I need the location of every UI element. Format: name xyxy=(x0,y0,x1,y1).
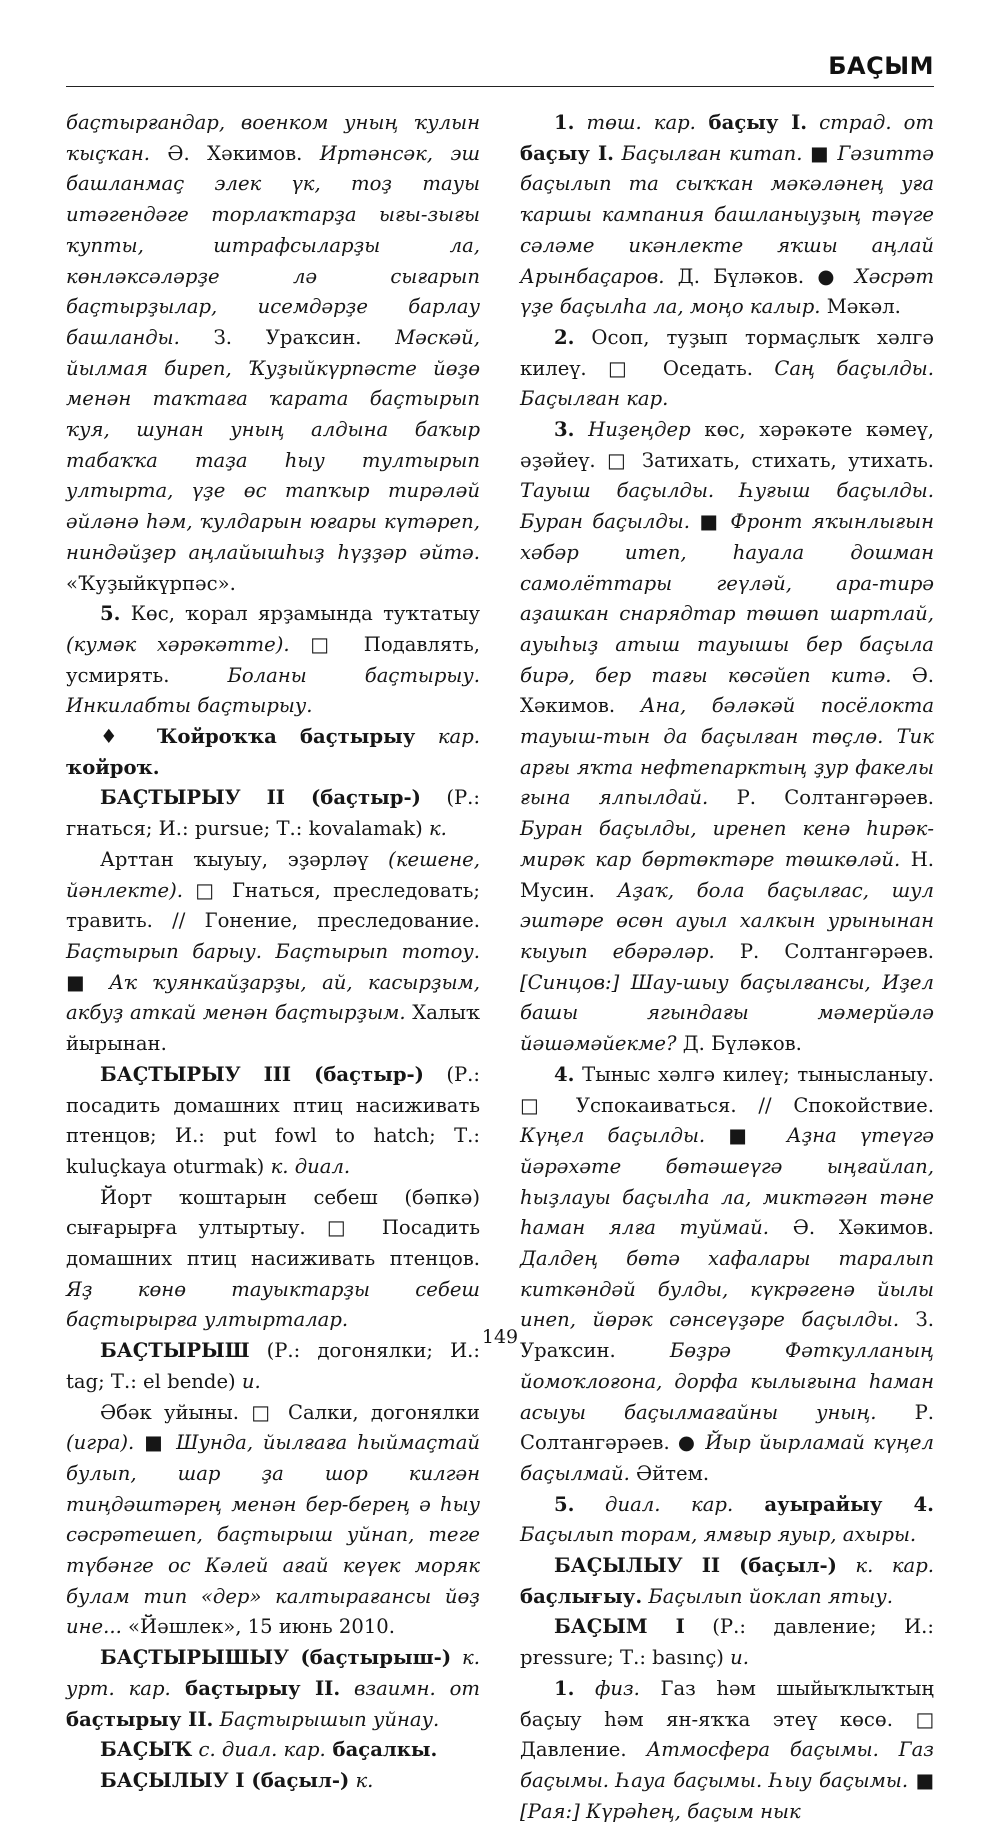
dictionary-paragraph xyxy=(520,415,934,1060)
headword-text: 1. xyxy=(554,1676,575,1700)
italic-text: баҫтырғандар, военком уның ҡулын ҡыҫҡан. xyxy=(66,111,480,165)
plain-text: Мәкәл. xyxy=(820,295,901,319)
plain-text: □ Гнаться, преследовать; травить. // Гонение, преследование. xyxy=(66,878,480,933)
page-header xyxy=(66,50,934,87)
italic-text: Иртәнсәк, эш башланмаҫ элек үк, тоҙ тауы итәгендәге торлаҡтарҙа ығы-зығы ҡупты, штрафсыларҙы ла, көнләксәләрҙе лә сығарып баҫтырҙылар, исемдәрҙе барлау башланды. xyxy=(66,141,480,349)
dictionary-paragraph xyxy=(66,108,480,599)
headword-text: БАҪТЫРЫШ xyxy=(100,1339,250,1363)
plain-text: ■ xyxy=(689,510,731,534)
plain-text: ■ xyxy=(66,970,110,994)
plain-text: Р. Солтангәрәев. xyxy=(708,786,934,810)
headword-text: баҫтырыу II. xyxy=(66,1707,214,1731)
plain-text: көс, хәрәкәте кәмеү, әҙәйеү. □ Затихать, стихать, утихать. xyxy=(520,418,935,472)
headword-text: БАҪТЫРЫУ II (баҫтыр-) xyxy=(100,786,421,810)
plain-text: ■ xyxy=(134,1431,177,1455)
italic-text: (кумәк хәрәкәтте). xyxy=(66,632,290,656)
italic-text: с. диал. кар. xyxy=(192,1738,326,1762)
headword-text: 3. xyxy=(554,418,575,442)
italic-text: Шунда, йылғаға һыймаҫтай булып, шар ҙа шор килгән тиңдәштәрең менән бер-берең ә һыу сәсрәтешеп, баҫтырыш уйнап, теге түбәнге ос Кәлей ағай кеүек моряк булам тип «дер» калтырағансы йөҙ ине... xyxy=(66,1431,480,1639)
plain-text: Көс, ҡорал ярҙамында туҡтатыу xyxy=(120,602,480,626)
headword-text: БАҪТЫРЫУ III (баҫтыр-) xyxy=(100,1062,424,1086)
italic-text: Аҙаҡ, бола баҫылғас, шул эштәре өсөн ауыл халкын урынынан кыуып ебәрәләр. xyxy=(520,878,934,963)
italic-text: взаимн. от xyxy=(340,1676,480,1700)
plain-text: Осоп, туҙып тормаҫлыҡ хәлгә килеү. □ Оседать. xyxy=(520,325,934,380)
dictionary-paragraph xyxy=(66,783,480,844)
headword-text: 5. xyxy=(554,1492,575,1516)
plain-text: Ә. Хәкимов. xyxy=(520,663,934,718)
italic-text: Аҙна үтеүгә йәрәхәте бөтәшеүгә ыңғайлап, һыҙлауы баҫылһа ла, миктәгән тәне һаман ялға туймай. xyxy=(520,1124,934,1240)
plain-text: «Йәшлек», 15 июнь 2010. xyxy=(121,1615,395,1639)
headword-text: БАҪЫМ I xyxy=(554,1615,685,1639)
plain-text: Әйтем. xyxy=(629,1461,710,1485)
italic-text: Боланы баҫтырыу. Инкилабты баҫтырыу. xyxy=(66,663,480,718)
headword-text: ауырайыу 4. xyxy=(733,1492,934,1516)
headword-text: БАҪЫЛЫУ II (баҫыл-) xyxy=(554,1554,837,1578)
dictionary-paragraph xyxy=(520,1551,934,1612)
left-column xyxy=(66,108,480,1797)
plain-text: Йорт ҡоштарын себеш (бәпкә) сығарырға ултыртыу. □ Посадить домашних птиц насиживать птенцов. xyxy=(66,1185,480,1271)
italic-text: (игра). xyxy=(66,1431,135,1455)
italic-text: диал. кар. xyxy=(574,1492,734,1516)
dictionary-paragraph xyxy=(520,1612,934,1673)
plain-text: Н. Мусин. xyxy=(520,847,935,902)
italic-text: Йыр йырламай күңел баҫылмай. xyxy=(520,1431,934,1485)
plain-text: Р. Солтангәрәев. xyxy=(714,939,934,963)
running-head: БАҪЫМ xyxy=(828,52,934,80)
dictionary-paragraph xyxy=(66,1766,480,1797)
italic-text: Баҫылып торам, ямғыр яуыр, ахыры. xyxy=(520,1523,917,1547)
italic-text: Яҙ көнө тауыктарҙы себеш баҫтырырға ултырталар. xyxy=(66,1277,480,1332)
headword-text: баҫтырыу II. xyxy=(170,1676,341,1700)
italic-text: Гәзиттә баҫылып та сыҡҡан мәкәләнең уға ҡаршы кампания башланыуҙың тәүге сәләме икәнлекте яҡшы аңлай Арынбаҫаров. xyxy=(520,141,934,288)
italic-text: к. урт. кар. xyxy=(66,1646,480,1700)
headword-text: ҡойроҡ. xyxy=(66,755,160,779)
italic-text: Күңел баҫылды. xyxy=(520,1124,706,1148)
italic-text: Мәскәй, йылмая биреп, Ҡуҙыйкүрпәсте йөҙө менән таҡтаға ҡарата баҫтырып ҡуя, шунан уның алдына баҡыр табаҡҡа таҙа һыу тултырып ултырта, үҙе өс тапҡыр тирәләй әйләнә һәм, ҡулдарын юғары күтәреп, ниндәйҙер аңлайышһыҙ һүҙҙәр әйтә. xyxy=(66,325,480,564)
italic-text: Буран баҫылды, иренеп кенә һирәк-мирәк кар бөртөктәре төшкөләй. xyxy=(520,817,934,871)
plain-text: Д. Бүләков. xyxy=(676,1032,802,1056)
plain-text: Д. Бүләков. ● xyxy=(664,264,855,288)
dictionary-paragraph xyxy=(66,1398,480,1644)
page-number: 149 xyxy=(481,1326,519,1348)
headword-text: БАҪТЫРЫШЫУ (баҫтырыш-) xyxy=(100,1646,452,1670)
plain-text: ■ xyxy=(908,1768,934,1792)
italic-text: физ. xyxy=(574,1676,640,1700)
italic-text: кар. xyxy=(415,725,480,749)
italic-text: Далдең бөтә хафалары таралып киткәндәй булды, күкрәгенә йылы инеп, йөрәк сәнсеүҙәре баҫылды. xyxy=(520,1247,934,1332)
headword-text: баҫыу I. xyxy=(695,111,808,134)
italic-text: Атмосфера баҫымы. Газ баҫымы. Һауа баҫымы. Һыу баҫымы. xyxy=(520,1738,934,1792)
italic-text: (кешене, йәнлекте). xyxy=(66,847,480,902)
italic-text: Аҡ ҡуянкайҙарҙы, ай, касырҙым, акбуҙ аткай менән баҫтырҙым. xyxy=(66,970,480,1025)
italic-text: и. xyxy=(730,1646,750,1670)
plain-text: «Ҡуҙыйкүрпәс». xyxy=(66,571,236,595)
plain-text: ■ xyxy=(705,1124,787,1148)
plain-text: (Р.: гнаться; И.: pursue; Т.: kovalamak) xyxy=(66,786,480,841)
italic-text: Бөҙрә Фәткулланың йомоҡлоғона, дорфа кылығына һаман асыуы баҫылмағайны уның. xyxy=(520,1339,934,1424)
dictionary-paragraph xyxy=(520,1060,934,1490)
headword-text: баҫыу I. xyxy=(520,141,614,165)
dictionary-paragraph xyxy=(520,108,934,323)
plain-text: Тыныс хәлгә килеү; тынысланыу. □ Успокаиваться. // Спокойствие. xyxy=(520,1062,934,1117)
plain-text: Ә. Хәкимов. xyxy=(769,1216,934,1240)
dictionary-paragraph xyxy=(66,1183,480,1337)
italic-text: Хәсрәт үҙе баҫылһа ла, моңо калыр. xyxy=(520,264,934,319)
headword-text: 4. xyxy=(554,1062,575,1086)
italic-text: [Рая:] Күрәһең, баҫым нык xyxy=(520,1799,801,1823)
italic-text: Баҫылып йоклап ятыу. xyxy=(642,1584,893,1608)
plain-text: ■ xyxy=(802,141,838,165)
dictionary-paragraph xyxy=(66,722,480,783)
italic-text: Саң баҫылды. Баҫылған кар. xyxy=(520,356,934,411)
dictionary-paragraph xyxy=(66,1060,480,1183)
italic-text: Баҫтырып барыу. Баҫтырып тотоу. xyxy=(66,939,480,963)
plain-text: Ә. Хәкимов. xyxy=(149,141,320,165)
italic-text: Тауыш баҫылды. Һуғыш баҫылды. Буран баҫылды. xyxy=(520,479,934,534)
italic-text: Баҫтырышып уйнау. xyxy=(213,1707,440,1731)
italic-text: страд. от xyxy=(807,111,934,134)
italic-text: Ана, бәләкәй посёлокта тауыш-тын да баҫылған төҫлө. Тик арғы яҡта нефтепарктың ҙур факелы ғына ялпылдай. xyxy=(520,694,934,810)
plain-text: З. Ураҡсин. xyxy=(520,1308,934,1363)
italic-text: к. диал. xyxy=(270,1154,351,1178)
plain-text: Арттан ҡыуыу, эҙәрләү xyxy=(100,847,389,871)
dictionary-paragraph xyxy=(520,1490,934,1551)
dictionary-paragraph xyxy=(66,1643,480,1735)
plain-text: З. Ураҡсин. xyxy=(179,325,396,349)
headword-text: ♦ Ҡойроҡҡа баҫтырыу xyxy=(100,725,416,749)
headword-text: БАҪЫЛЫУ I (баҫыл-) xyxy=(100,1768,350,1792)
italic-text: төш. кар. xyxy=(574,111,696,134)
italic-text: Фронт яҡынлығын хәбәр итеп, һауала дошман самолёттары геүләй, ара-тирә аҙашкан снарядтар төшөп шартлай, ауыһыҙ атыш тауышы бер баҫыла бирә, бер тағы көсәйеп китә. xyxy=(520,510,934,687)
headword-text: БАҪЫҠ xyxy=(100,1738,193,1762)
headword-text: баҫалкы. xyxy=(325,1738,438,1762)
plain-text: (Р.: давление; И.: pressure; Т.: basınç) xyxy=(520,1615,934,1670)
plain-text: (Р.: посадить домашних птиц насиживать птенцов; И.: put fowl to hatch; Т.: kuluçkaya oturmak) xyxy=(66,1062,480,1178)
plain-text: □ Подавлять, усмирять. xyxy=(66,632,480,687)
italic-text: Ниҙеңдер xyxy=(574,418,691,442)
italic-text: к. кар. xyxy=(836,1554,934,1578)
italic-text: к. xyxy=(428,817,447,841)
italic-text: и. xyxy=(241,1369,261,1393)
dictionary-paragraph xyxy=(520,1674,934,1827)
dictionary-paragraph xyxy=(66,599,480,722)
plain-text: Халыҡ йырынан. xyxy=(66,1001,480,1056)
dictionary-paragraph xyxy=(66,1735,480,1766)
headword-text: 1. xyxy=(554,111,575,134)
dictionary-paragraph xyxy=(66,845,480,1060)
plain-text: (Р.: догонялки; И.: tag; Т.: el bende) xyxy=(66,1339,480,1393)
headword-text: 2. xyxy=(554,325,575,349)
headword-text: баҫлығыу. xyxy=(520,1584,643,1608)
italic-text: к. xyxy=(349,1768,374,1792)
dictionary-paragraph xyxy=(520,323,934,415)
italic-text: Баҫылған китап. xyxy=(614,141,803,165)
plain-text: Газ һәм шыйыҡлыҡтың баҫыу һәм ян-яҡҡа этеү көсө. □ Давление. xyxy=(520,1676,934,1762)
plain-text: Әбәк уйыны. □ Салки, догонялки xyxy=(100,1400,480,1424)
italic-text: [Синцов:] Шау-шыу баҫылғансы, Иҙел башы ягындағы мәмерйәлә йәшәмәйекме? xyxy=(520,970,934,1056)
headword-text: 5. xyxy=(100,602,121,626)
plain-text: Р. Солтангәрәев. ● xyxy=(520,1400,935,1455)
right-column xyxy=(520,108,934,1827)
